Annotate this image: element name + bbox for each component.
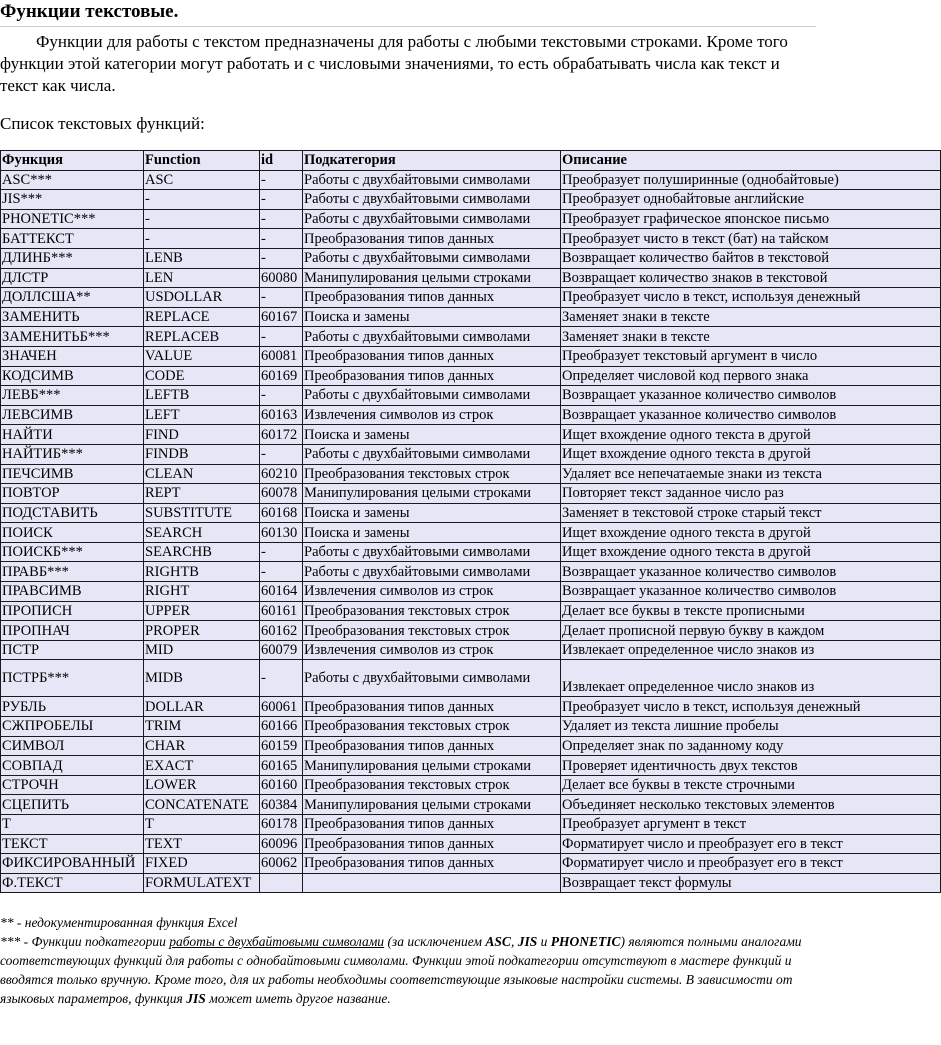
table-row [1, 621, 941, 641]
cell-subcategory: Поиска и замены [303, 425, 561, 445]
table-row [1, 834, 941, 854]
cell-function-en: CODE [144, 366, 260, 386]
cell-id: 60096 [260, 834, 303, 854]
cell-description: Удаляет все непечатаемые знаки из текста [561, 464, 941, 484]
cell-subcategory: Преобразования типов данных [303, 229, 561, 249]
cell-id: - [260, 327, 303, 347]
cell-function-ru: ПЕЧСИМВ [1, 464, 144, 484]
table-body [1, 170, 941, 893]
cell-function-en: T [144, 815, 260, 835]
cell-subcategory: Преобразования типов данных [303, 736, 561, 756]
cell-id: - [260, 444, 303, 464]
function-name-jis: JIS [186, 991, 206, 1006]
table-row [1, 268, 941, 288]
footnote-text: ) являются полными аналогами соответствующих функций для работы с однобайтовыми символами. Функции этой подкатегории отсутствуют в мастере функций и вводятся только вручную. Кроме того, для их работы необходимы соответствующие языковые настройки системы. В зависимости от языковых параметров, функция [0, 934, 802, 1006]
cell-subcategory: Преобразования текстовых строк [303, 775, 561, 795]
table-row [1, 386, 941, 406]
table-row [1, 854, 941, 874]
cell-function-ru: PHONETIC*** [1, 209, 144, 229]
cell-function-en: REPLACEB [144, 327, 260, 347]
cell-description: Возвращает указанное количество символов [561, 386, 941, 406]
cell-description: Преобразует графическое японское письмо [561, 209, 941, 229]
cell-id: 60159 [260, 736, 303, 756]
cell-function-en: TEXT [144, 834, 260, 854]
cell-description: Определяет числовой код первого знака [561, 366, 941, 386]
cell-id: - [260, 288, 303, 308]
table-row [1, 405, 941, 425]
page-title: Функции текстовые. [0, 0, 816, 27]
cell-description: Делает прописной первую букву в каждом [561, 621, 941, 641]
cell-id: 60164 [260, 582, 303, 602]
cell-id: - [260, 660, 303, 697]
cell-description: Заменяет знаки в тексте [561, 307, 941, 327]
cell-subcategory: Поиска и замены [303, 523, 561, 543]
cell-id: 60080 [260, 268, 303, 288]
cell-id: - [260, 190, 303, 210]
cell-subcategory: Преобразования типов данных [303, 854, 561, 874]
footnotes [0, 913, 812, 1008]
cell-description: Делает все буквы в тексте строчными [561, 775, 941, 795]
cell-function-en: CHAR [144, 736, 260, 756]
cell-description: Возвращает количество байтов в текстовой [561, 248, 941, 268]
cell-description: Ищет вхождение одного текста в другой [561, 444, 941, 464]
cell-description: Возвращает указанное количество символов [561, 582, 941, 602]
table-row [1, 756, 941, 776]
cell-function-ru: ПРАВБ*** [1, 562, 144, 582]
cell-function-en: SEARCH [144, 523, 260, 543]
cell-description: Преобразует число в текст, используя денежный [561, 697, 941, 717]
cell-function-en: SEARCHB [144, 542, 260, 562]
cell-function-en: FIND [144, 425, 260, 445]
cell-function-en: SUBSTITUTE [144, 503, 260, 523]
cell-function-ru: ПОВТОР [1, 484, 144, 504]
cell-id: - [260, 229, 303, 249]
cell-id: 60161 [260, 601, 303, 621]
footnote-text: , [510, 934, 518, 949]
cell-subcategory: Поиска и замены [303, 503, 561, 523]
functions-table [0, 150, 941, 893]
cell-description: Преобразует однобайтовые английские [561, 190, 941, 210]
cell-description: Преобразует число в текст, используя денежный [561, 288, 941, 308]
cell-function-ru: Ф.ТЕКСТ [1, 873, 144, 893]
cell-function-ru: ТЕКСТ [1, 834, 144, 854]
cell-id: 60384 [260, 795, 303, 815]
cell-id: 60165 [260, 756, 303, 776]
table-row [1, 640, 941, 660]
cell-function-ru: ПОИСКБ*** [1, 542, 144, 562]
table-row [1, 484, 941, 504]
subcategory-link[interactable]: работы с двухбайтовыми символами [169, 934, 385, 949]
cell-description: Ищет вхождение одного текста в другой [561, 523, 941, 543]
cell-description: Извлекает определенное число знаков из [561, 640, 941, 660]
cell-function-ru: ЗАМЕНИТЬБ*** [1, 327, 144, 347]
header-description: Описание [561, 151, 941, 171]
cell-subcategory: Преобразования типов данных [303, 366, 561, 386]
function-name-jis: JIS [517, 934, 538, 949]
cell-function-ru: ПОИСК [1, 523, 144, 543]
table-row [1, 327, 941, 347]
cell-id: - [260, 562, 303, 582]
cell-description: Извлекает определенное число знаков из [561, 660, 941, 697]
cell-description: Возвращает указанное количество символов [561, 405, 941, 425]
cell-function-ru: Т [1, 815, 144, 835]
cell-function-en: REPLACE [144, 307, 260, 327]
cell-function-en: LEFT [144, 405, 260, 425]
cell-subcategory: Манипулирования целыми строками [303, 484, 561, 504]
table-row [1, 601, 941, 621]
cell-description: Заменяет знаки в тексте [561, 327, 941, 347]
cell-description: Форматирует число и преобразует его в текст [561, 834, 941, 854]
cell-subcategory: Работы с двухбайтовыми символами [303, 190, 561, 210]
cell-function-ru: ДОЛЛСША** [1, 288, 144, 308]
cell-subcategory: Извлечения символов из строк [303, 405, 561, 425]
cell-subcategory: Преобразования текстовых строк [303, 601, 561, 621]
cell-function-ru: ЛЕВСИМВ [1, 405, 144, 425]
cell-description: Возвращает текст формулы [561, 873, 941, 893]
cell-id: 60178 [260, 815, 303, 835]
table-row [1, 190, 941, 210]
cell-subcategory: Преобразования типов данных [303, 697, 561, 717]
cell-id: - [260, 248, 303, 268]
footnote-double-byte [0, 932, 812, 1008]
cell-subcategory: Преобразования текстовых строк [303, 717, 561, 737]
header-id: id [260, 151, 303, 171]
cell-function-ru: БАТТЕКСТ [1, 229, 144, 249]
footnote-text: (за исключением [384, 934, 486, 949]
cell-description: Преобразует полуширинные (однобайтовые) [561, 170, 941, 190]
cell-id: 60081 [260, 346, 303, 366]
cell-function-en: RIGHT [144, 582, 260, 602]
cell-id: 60163 [260, 405, 303, 425]
cell-description: Делает все буквы в тексте прописными [561, 601, 941, 621]
cell-description: Повторяет текст заданное число раз [561, 484, 941, 504]
cell-function-en: PROPER [144, 621, 260, 641]
cell-function-en: RIGHTB [144, 562, 260, 582]
cell-description: Преобразует текстовый аргумент в число [561, 346, 941, 366]
cell-description: Проверяет идентичность двух текстов [561, 756, 941, 776]
cell-subcategory: Преобразования текстовых строк [303, 464, 561, 484]
cell-subcategory: Работы с двухбайтовыми символами [303, 660, 561, 697]
cell-function-en: - [144, 229, 260, 249]
cell-function-en: UPPER [144, 601, 260, 621]
cell-function-ru: СИМВОЛ [1, 736, 144, 756]
cell-id: 60160 [260, 775, 303, 795]
table-row [1, 795, 941, 815]
cell-function-en: VALUE [144, 346, 260, 366]
table-row [1, 425, 941, 445]
cell-function-ru: СЦЕПИТЬ [1, 795, 144, 815]
cell-function-ru: СЖПРОБЕЛЫ [1, 717, 144, 737]
cell-subcategory: Преобразования типов данных [303, 834, 561, 854]
cell-description: Ищет вхождение одного текста в другой [561, 542, 941, 562]
cell-description: Преобразует аргумент в текст [561, 815, 941, 835]
cell-id: 60062 [260, 854, 303, 874]
cell-id: 60168 [260, 503, 303, 523]
cell-description: Преобразует чисто в текст (бат) на тайском [561, 229, 941, 249]
cell-function-en: LENB [144, 248, 260, 268]
table-header-row [1, 151, 941, 171]
table-row [1, 464, 941, 484]
cell-subcategory: Преобразования типов данных [303, 288, 561, 308]
cell-function-ru: СОВПАД [1, 756, 144, 776]
cell-function-ru: ДЛИНБ*** [1, 248, 144, 268]
table-row [1, 523, 941, 543]
cell-function-ru: ПОДСТАВИТЬ [1, 503, 144, 523]
cell-function-en: ASC [144, 170, 260, 190]
cell-id: 60130 [260, 523, 303, 543]
cell-id: 60078 [260, 484, 303, 504]
footnote-undocumented: ** - недокументированная функция Excel [0, 915, 238, 930]
table-row [1, 229, 941, 249]
cell-function-ru: ПРАВСИМВ [1, 582, 144, 602]
cell-function-ru: РУБЛЬ [1, 697, 144, 717]
cell-subcategory: Преобразования типов данных [303, 815, 561, 835]
cell-subcategory: Работы с двухбайтовыми символами [303, 209, 561, 229]
list-heading: Список текстовых функций: [0, 114, 205, 133]
cell-function-ru: JIS*** [1, 190, 144, 210]
cell-function-ru: ЛЕВБ*** [1, 386, 144, 406]
cell-id: - [260, 209, 303, 229]
function-name-asc: ASC [485, 934, 511, 949]
cell-subcategory: Работы с двухбайтовыми символами [303, 542, 561, 562]
cell-subcategory: Работы с двухбайтовыми символами [303, 386, 561, 406]
cell-description: Возвращает количество знаков в текстовой [561, 268, 941, 288]
table-row [1, 444, 941, 464]
table-row [1, 503, 941, 523]
cell-subcategory: Работы с двухбайтовыми символами [303, 444, 561, 464]
footnote-text: и [537, 934, 551, 949]
table-row [1, 873, 941, 893]
cell-function-ru: ПРОПНАЧ [1, 621, 144, 641]
cell-subcategory: Извлечения символов из строк [303, 640, 561, 660]
cell-function-ru: КОДСИМВ [1, 366, 144, 386]
cell-function-ru: НАЙТИ [1, 425, 144, 445]
table-row [1, 209, 941, 229]
cell-function-en: CONCATENATE [144, 795, 260, 815]
cell-function-en: EXACT [144, 756, 260, 776]
footnote-text: *** - Функции подкатегории [0, 934, 170, 949]
cell-function-en: FORMULATEXT [144, 873, 260, 893]
cell-function-en: REPT [144, 484, 260, 504]
cell-subcategory: Извлечения символов из строк [303, 582, 561, 602]
cell-description: Определяет знак по заданному коду [561, 736, 941, 756]
cell-subcategory: Манипулирования целыми строками [303, 268, 561, 288]
cell-function-ru: ASC*** [1, 170, 144, 190]
header-function-en: Function [144, 151, 260, 171]
cell-subcategory: Поиска и замены [303, 307, 561, 327]
cell-function-en: DOLLAR [144, 697, 260, 717]
cell-subcategory: Манипулирования целыми строками [303, 795, 561, 815]
intro-paragraph: Функции для работы с текстом предназначены для работы с любыми текстовыми строками. Кроме того функции этой категории могут работать и с числовыми значениями, то есть обрабатывать числа как текст и текст как числа. [0, 32, 788, 95]
cell-subcategory: Преобразования типов данных [303, 346, 561, 366]
cell-id: 60061 [260, 697, 303, 717]
table-row [1, 775, 941, 795]
table-row [1, 307, 941, 327]
table-row [1, 717, 941, 737]
cell-description: Форматирует число и преобразует его в текст [561, 854, 941, 874]
cell-function-en: - [144, 209, 260, 229]
cell-function-ru: ЗАМЕНИТЬ [1, 307, 144, 327]
cell-function-en: - [144, 190, 260, 210]
cell-id: 60166 [260, 717, 303, 737]
table-row [1, 170, 941, 190]
cell-function-en: LEFTB [144, 386, 260, 406]
cell-subcategory: Работы с двухбайтовыми символами [303, 562, 561, 582]
cell-id: 60169 [260, 366, 303, 386]
cell-id: 60079 [260, 640, 303, 660]
cell-function-ru: ПСТР [1, 640, 144, 660]
table-row [1, 736, 941, 756]
table-row [1, 248, 941, 268]
cell-id: 60210 [260, 464, 303, 484]
cell-function-en: TRIM [144, 717, 260, 737]
table-row [1, 562, 941, 582]
cell-function-ru: СТРОЧН [1, 775, 144, 795]
cell-function-en: MIDB [144, 660, 260, 697]
function-name-phonetic: PHONETIC [550, 934, 621, 949]
cell-function-en: LOWER [144, 775, 260, 795]
cell-description: Ищет вхождение одного текста в другой [561, 425, 941, 445]
cell-function-en: CLEAN [144, 464, 260, 484]
table-row [1, 542, 941, 562]
cell-function-ru: ФИКСИРОВАННЫЙ [1, 854, 144, 874]
cell-function-ru: ЗНАЧЕН [1, 346, 144, 366]
cell-description: Удаляет из текста лишние пробелы [561, 717, 941, 737]
cell-function-en: FINDB [144, 444, 260, 464]
cell-description: Возвращает указанное количество символов [561, 562, 941, 582]
functions-table-container [0, 150, 861, 900]
cell-subcategory: Работы с двухбайтовыми символами [303, 170, 561, 190]
header-function-ru: Функция [1, 151, 144, 171]
footnote-text: может иметь другое название. [205, 991, 391, 1006]
cell-function-ru: ПРОПИСН [1, 601, 144, 621]
cell-id: - [260, 386, 303, 406]
cell-id: - [260, 170, 303, 190]
cell-subcategory: Преобразования текстовых строк [303, 621, 561, 641]
cell-id [260, 873, 303, 893]
cell-id: 60167 [260, 307, 303, 327]
table-row [1, 815, 941, 835]
cell-function-en: LEN [144, 268, 260, 288]
cell-subcategory: Работы с двухбайтовыми символами [303, 248, 561, 268]
cell-id: - [260, 542, 303, 562]
table-row [1, 697, 941, 717]
cell-function-en: MID [144, 640, 260, 660]
cell-function-ru: ПСТРБ*** [1, 660, 144, 697]
table-row [1, 366, 941, 386]
cell-function-en: FIXED [144, 854, 260, 874]
header-subcategory: Подкатегория [303, 151, 561, 171]
cell-subcategory [303, 873, 561, 893]
cell-function-en: USDOLLAR [144, 288, 260, 308]
cell-id: 60162 [260, 621, 303, 641]
table-row [1, 582, 941, 602]
cell-subcategory: Манипулирования целыми строками [303, 756, 561, 776]
cell-function-ru: ДЛСТР [1, 268, 144, 288]
cell-id: 60172 [260, 425, 303, 445]
cell-subcategory: Работы с двухбайтовыми символами [303, 327, 561, 347]
table-row [1, 346, 941, 366]
cell-function-ru: НАЙТИБ*** [1, 444, 144, 464]
cell-description: Заменяет в текстовой строке старый текст [561, 503, 941, 523]
cell-description: Объединяет несколько текстовых элементов [561, 795, 941, 815]
table-row [1, 288, 941, 308]
table-row [1, 660, 941, 697]
